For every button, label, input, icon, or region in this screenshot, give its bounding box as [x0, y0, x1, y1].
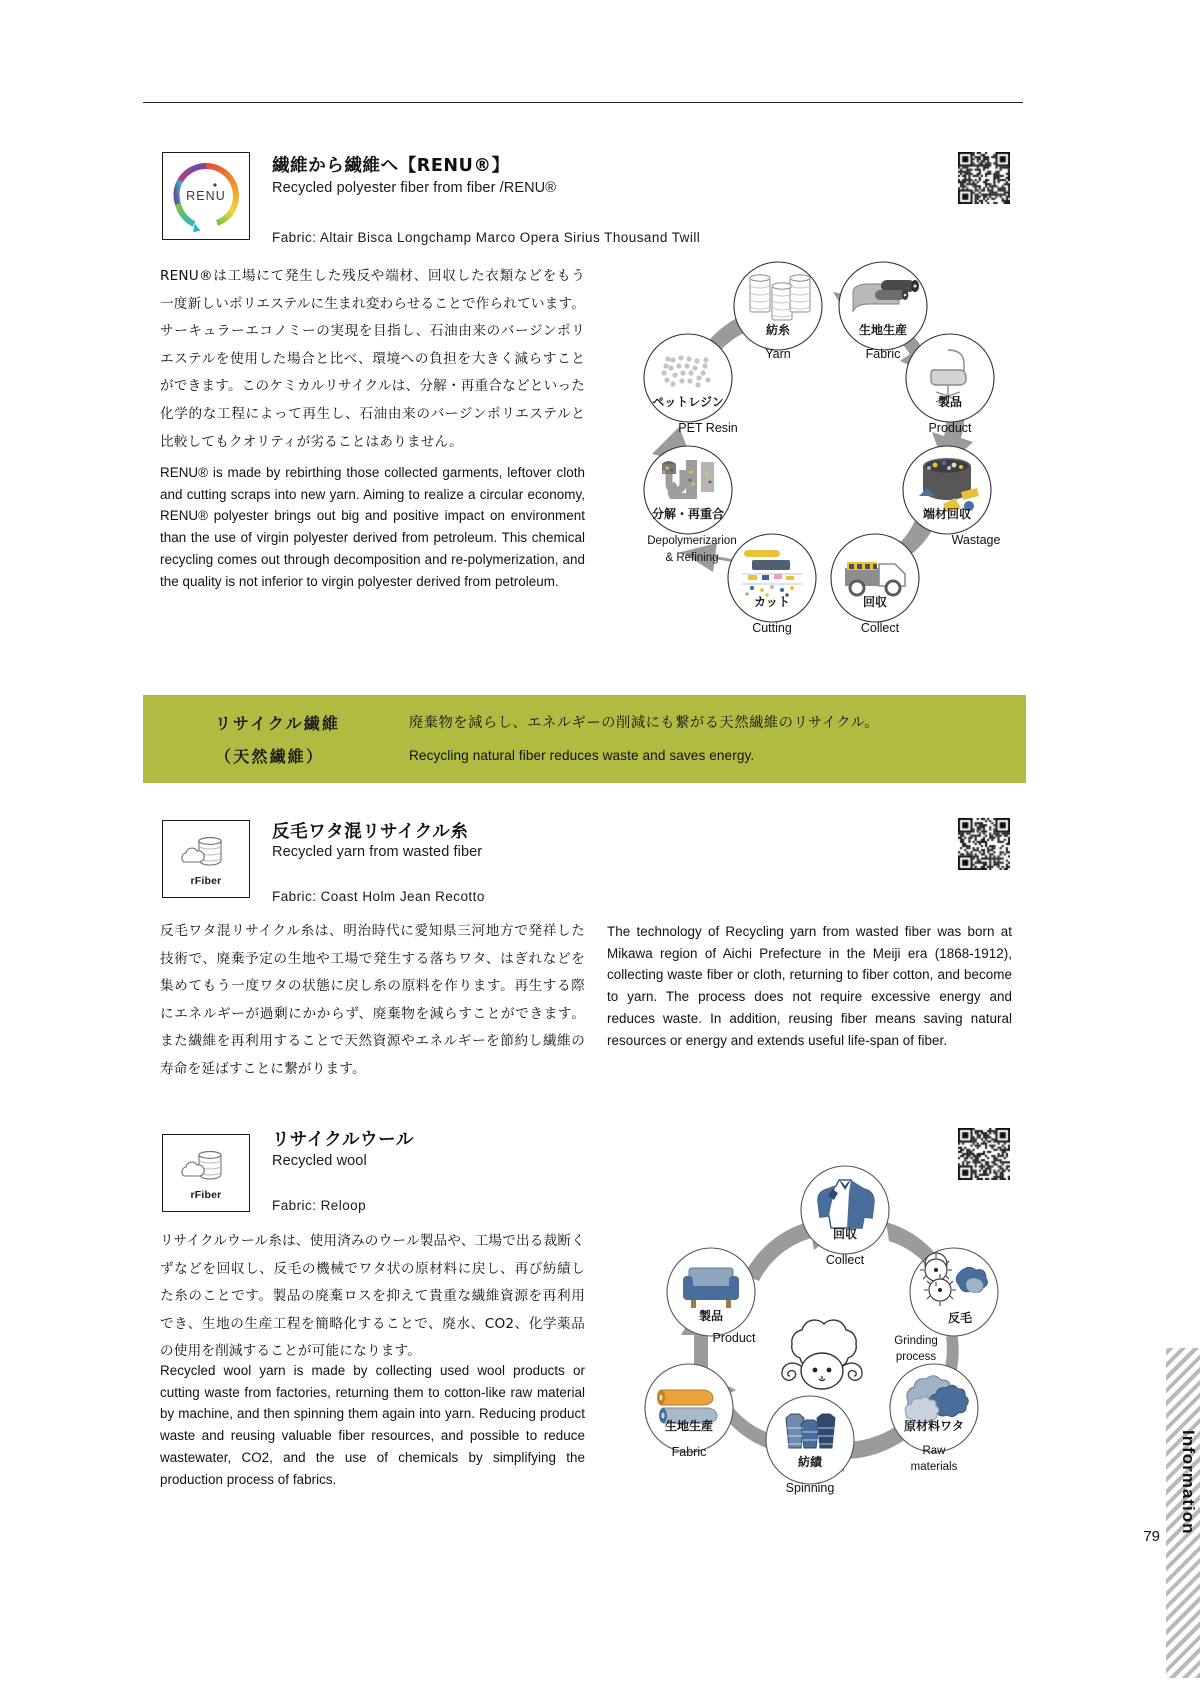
section-body-jp-wool: リサイクルウール糸は、使用済みのウール製品や、工場で出る裁断くずなどを回収し、反毛の機械でワタ状の原材料に戻し、再び紡績した糸のことです。製品の廃棄ロスを抑えて貴重な繊維資源を再利用でき、生地の生産工程を簡略化することで、廃水、CO2、化学薬品の使用を削減することが可能になります。: [160, 1233, 585, 1360]
node-grinding: [894, 1248, 998, 1363]
side-tab-label: Information: [1179, 1430, 1198, 1535]
svg-text:製品: 製品: [698, 1309, 724, 1323]
band-title-line1: リサイクル繊維: [215, 714, 341, 733]
qr-code-renu[interactable]: [958, 152, 1010, 204]
sheep-icon: [782, 1320, 862, 1389]
svg-text:process: process: [895, 1351, 937, 1363]
node-depolymerization: [644, 446, 737, 564]
svg-text:紡績: 紡績: [797, 1455, 823, 1469]
renu-wordmark: RENU: [186, 189, 226, 203]
section-title-renu: 繊維から繊維へ【RENU®】: [272, 156, 510, 176]
node-product: [906, 334, 994, 435]
svg-text:カット: カット: [754, 595, 790, 609]
section-subtitle-rfiber-yarn: Recycled yarn from wasted fiber: [272, 844, 483, 860]
page-number: 79: [1143, 1528, 1160, 1545]
svg-text:回収: 回収: [862, 595, 888, 609]
renu-cycle-diagram: [620, 248, 1040, 658]
recycled-fiber-band: [143, 695, 1026, 783]
node-product-wool: [667, 1248, 756, 1345]
section-subtitle-renu: Recycled polyester fiber from fiber /RENU®: [272, 180, 557, 196]
node-fabric-wool: [645, 1364, 733, 1459]
band-desc-jp: 廃棄物を減らし、エネルギーの削減にも繋がる天然繊維のリサイクル。: [409, 715, 880, 731]
node-spinning: [766, 1396, 854, 1495]
section-title-rfiber-yarn: 反毛ワタ混リサイクル糸: [272, 822, 469, 842]
section-body-en-rfiber-yarn: The technology of Recycling yarn from wasted fiber was born at Mikawa region of Aichi Prefecture in the Meiji era (1868-1912), collecting waste fiber or cloth, returning to fiber cotton, and become to yarn. The process does not require excessive energy and reduces waste. In addition, reusing fiber means saving natural resources or energy and extends useful life-span of fiber.: [607, 924, 1012, 1048]
svg-text:回収: 回収: [832, 1227, 858, 1241]
svg-text:Collect: Collect: [860, 621, 900, 635]
svg-text:Spinning: Spinning: [785, 1481, 835, 1495]
svg-text:生地生産: 生地生産: [858, 323, 908, 337]
section-fabric-renu: Fabric: Altair Bisca Longchamp Marco Opera Sirius Thousand Twill: [272, 230, 701, 245]
svg-text:Yarn: Yarn: [765, 347, 791, 361]
svg-text:Product: Product: [712, 1331, 756, 1345]
svg-text:Grinding: Grinding: [894, 1335, 938, 1347]
rfiber-logo-box-wool: [162, 1134, 250, 1212]
svg-text:Collect: Collect: [825, 1253, 865, 1267]
section-body-jp-rfiber-yarn: 反毛ワタ混リサイクル糸は、明治時代に愛知県三河地方で発祥した技術で、廃棄予定の生地や工場で発生する落ちワタ、はぎれなどを集めてもう一度ワタの状態に戻し糸の原料を作ります。再生する際にエネルギーが過剰にかからず、廃棄物を減らすことができます。また繊維を再利用することで天然資源やエネルギーを節約し繊維の寿命を延ばすことに繋がります。: [160, 923, 585, 1077]
band-title-line2: （天然繊維）: [215, 747, 325, 766]
svg-text:Fabric: Fabric: [865, 347, 901, 361]
rfiber-spool-icon: [178, 832, 234, 872]
rfiber-wordmark: rFiber: [190, 874, 222, 887]
section-body-jp-renu: RENU®は工場にて発生した残反や端材、回収した衣類などをもう一度新しいポリエステルに生まれ変わらせることで作られています。サーキュラーエコノミーの実現を目指し、石油由来のバージンポリエステルを使用した場合と比べ、環境への負担を大きく減らすことができます。このケミカルリサイクルは、分解・再重合などといった化学的な工程によって再生し、石油由来のバージンポリエステルと比較してもクオリティが劣ることはありません。: [160, 268, 585, 450]
svg-text:Raw: Raw: [922, 1445, 946, 1457]
node-collect: [831, 534, 919, 635]
svg-text:分解・再重合: 分解・再重合: [651, 507, 725, 521]
svg-text:端材回収: 端材回収: [922, 507, 972, 521]
rfiber-wordmark: rFiber: [190, 1188, 222, 1201]
section-subtitle-wool: Recycled wool: [272, 1153, 367, 1169]
svg-text:Product: Product: [928, 421, 972, 435]
svg-text:紡糸: 紡糸: [765, 323, 791, 337]
node-raw-materials: [890, 1364, 978, 1473]
section-fabric-rfiber-yarn: Fabric: Coast Holm Jean Recotto: [272, 889, 485, 904]
svg-text:製品: 製品: [937, 395, 963, 409]
svg-text:ペットレジン: ペットレジン: [652, 395, 724, 409]
svg-text:原材料ワタ: 原材料ワタ: [904, 1419, 964, 1433]
section-title-wool: リサイクルウール: [272, 1130, 414, 1150]
svg-text:Depolymerizarion: Depolymerizarion: [647, 535, 737, 547]
section-body-en-renu: RENU® is made by rebirthing those collected garments, leftover cloth and cutting scraps into new yarn. Aiming to realize a circular economy, RENU® polyester brings out big and positive impact on environment than the use of virgin polyester derived from petroleum. This chemical recycling comes out through decomposition and re-polymerization, and the quality is not inferior to virgin polyester derived from petroleum.: [160, 465, 585, 589]
renu-ring-icon: [170, 160, 242, 232]
node-collect-wool: [801, 1166, 889, 1267]
wool-cycle-diagram: [616, 1140, 1026, 1520]
svg-text:Cutting: Cutting: [752, 621, 792, 635]
svg-text:materials: materials: [910, 1461, 958, 1473]
node-cutting: [728, 534, 816, 635]
svg-text:Fabric: Fabric: [671, 1445, 707, 1459]
svg-text:生地生産: 生地生産: [664, 1419, 714, 1433]
header-rule: [143, 102, 1023, 103]
svg-text:& Refining: & Refining: [665, 552, 719, 564]
renu-logo-box: [162, 152, 250, 240]
band-desc-en: Recycling natural fiber reduces waste and saves energy.: [409, 748, 755, 763]
rfiber-logo-box-yarn: [162, 820, 250, 898]
node-yarn: [734, 262, 822, 361]
section-body-en-wool: Recycled wool yarn is made by collecting used wool products or cutting waste from factories, returning them to cotton-like raw material by machine, and then spinning them again into yarn. Reducing product waste and reusing valuable fiber resources, and possible to reduce wastewater, CO2, and the use of chemicals by simplifying the production process of fabrics.: [160, 1363, 585, 1487]
svg-text:PET Resin: PET Resin: [678, 421, 738, 435]
svg-text:Wastage: Wastage: [951, 533, 1001, 547]
node-pet-resin: [644, 334, 738, 435]
qr-code-rfiber-yarn[interactable]: [958, 818, 1010, 870]
rfiber-spool-icon: [178, 1146, 234, 1186]
section-fabric-wool: Fabric: Reloop: [272, 1198, 367, 1213]
svg-text:反毛: 反毛: [947, 1311, 973, 1325]
